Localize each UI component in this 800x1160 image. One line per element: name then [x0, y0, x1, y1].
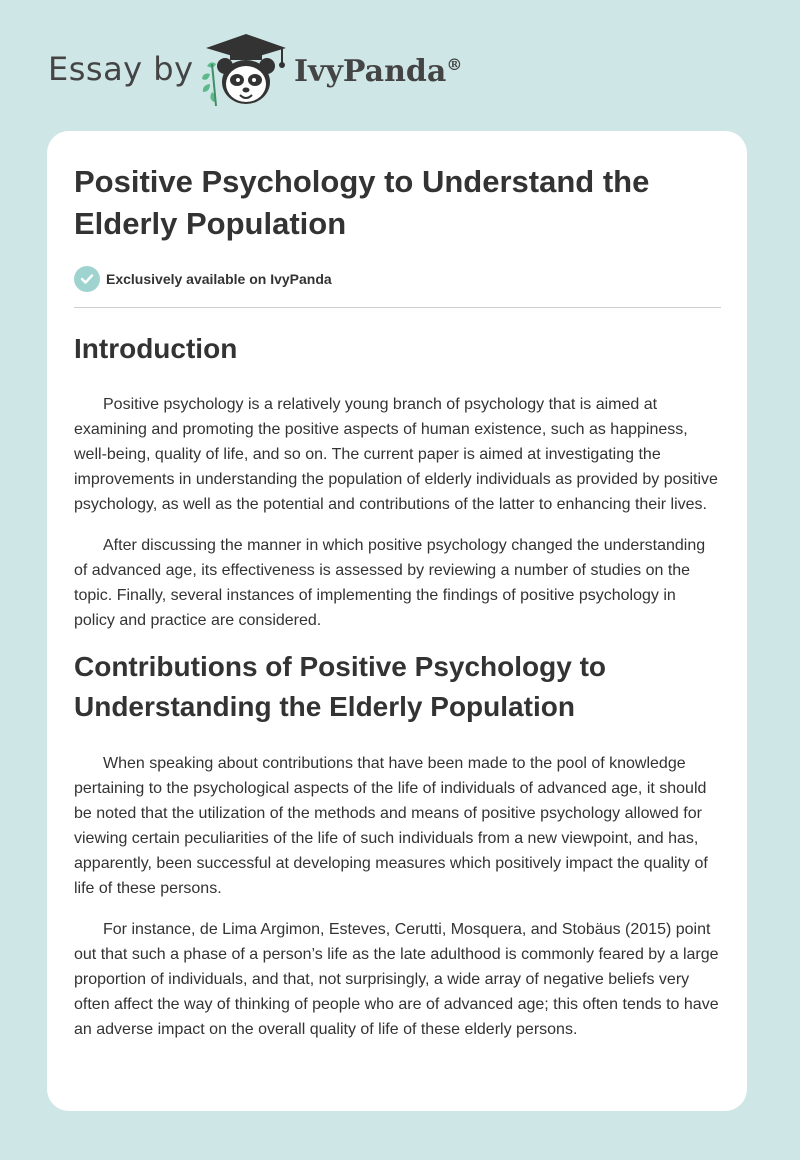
page-title: Positive Psychology to Understand the Elderly Population: [74, 164, 650, 241]
ivypanda-logo-icon[interactable]: [198, 30, 294, 110]
paragraph: After discussing the manner in which positive psychology changed the understanding of advanced age, its effectiveness is assessed by reviewing a number of studies on the topic. Finally, several instances of implementing the findings of positive psychology in policy and practice are considered.: [74, 537, 706, 629]
paragraph: When speaking about contributions that have been made to the pool of knowledge pertaining to the psychological aspects of the life of individuals of advanced age, it should be noted that the utilization of the methods and means of positive psychology allowed for viewing certain peculiarities of the life of such individuals from a new viewpoint, and has, apparently, been successful at developing measures which positively impact the quality of life of these persons.: [74, 755, 708, 897]
divider: [74, 307, 721, 308]
check-icon: [74, 266, 100, 292]
site-header: [0, 0, 800, 130]
badge-text: Exclusively available on IvyPanda: [106, 271, 332, 287]
brand-name[interactable]: IvyPanda®: [294, 54, 463, 89]
section-heading-contributions: Contributions of Positive Psychology to Understanding the Elderly Population: [74, 651, 607, 722]
section-heading-introduction: Introduction: [74, 333, 238, 364]
paragraph: For instance, de Lima Argimon, Esteves, Cerutti, Mosquera, and Stobäus (2015) point out that such a phase of a person’s life as the late adulthood is commonly feared by a large proportion of individuals, and that, not surprisingly, a wide array of negative beliefs very often affect the way of thinking of people who are of advanced age; this often tends to have an adverse impact on the overall quality of life of these elderly persons.: [74, 921, 719, 1038]
paragraph: Positive psychology is a relatively young branch of psychology that is aimed at examining and promoting the positive aspects of human existence, such as happiness, well-being, quality of life, and so on. The current paper is aimed at investigating the improvements in understanding the population of elderly individuals as provided by positive psychology, as well as the potential and contributions of the latter to enhancing their lives.: [74, 396, 718, 513]
exclusive-badge: [74, 265, 721, 293]
essay-by-label: Essay by: [48, 50, 194, 88]
essay-card: [47, 131, 747, 1111]
